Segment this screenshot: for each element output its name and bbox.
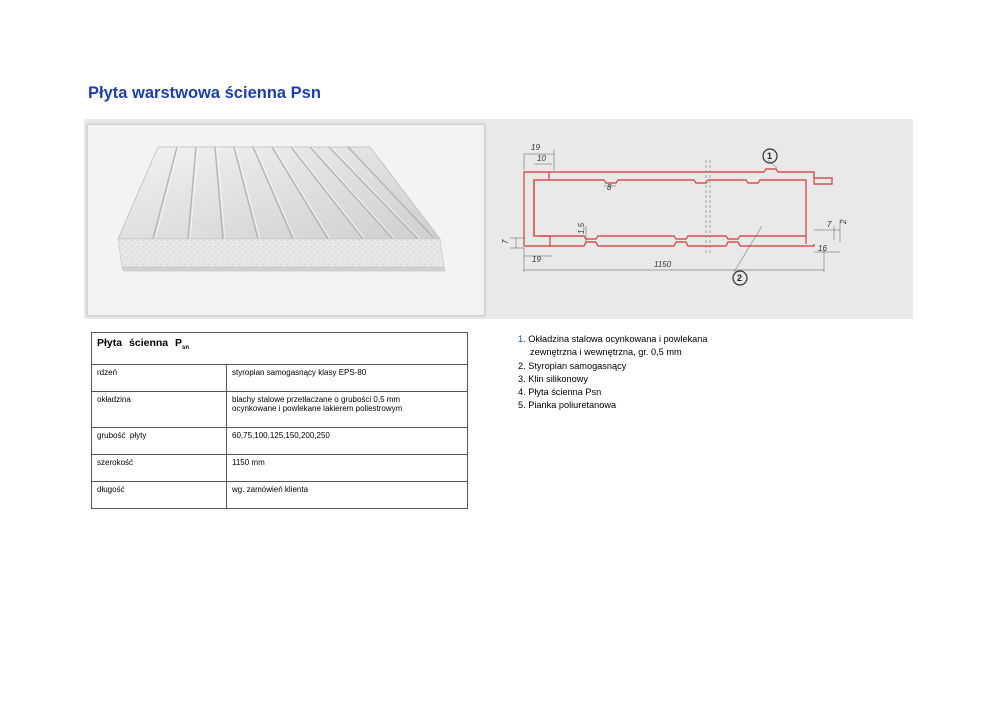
dim-bottom-left: 19 — [532, 255, 541, 264]
cross-section-drawing — [494, 130, 864, 310]
sandwich-panel-image — [88, 125, 484, 315]
spec-value: 1150 mm — [227, 455, 468, 482]
spec-value: 60,75,100,125,150,200,250 — [227, 428, 468, 455]
dim-right-bottom: 16 — [818, 244, 827, 253]
spec-value: wg. zamówień klienta — [227, 482, 468, 509]
list-item: 1. Okładzina stalowa ocynkowana i powlekana — [518, 334, 708, 344]
dim-width: 1150 — [654, 260, 672, 269]
dim-top-outer: 19 — [531, 143, 540, 152]
list-item: 5. Pianka poliuretanowa — [518, 400, 617, 411]
panel-photo — [87, 124, 485, 316]
table-row — [92, 455, 468, 482]
dim-right-two: 2 — [839, 219, 848, 224]
profile-outline — [524, 172, 550, 246]
list-item: 4. Płyta ścienna Psn — [518, 387, 602, 398]
list-item-continuation: zewnętrzna i wewnętrzna, gr. 0,5 mm — [530, 347, 682, 358]
spec-table-header: Płyta ścienna $P_{sn}$ — [92, 333, 468, 365]
spec-label: okładzina — [92, 392, 227, 428]
spec-value: styropian samogasnący klasy EPS-80 — [227, 365, 468, 392]
spec-value: blachy stalowe przetłaczane o grubości 0,5 mm ocynkowane i powlekane lakierem poliestrowym — [227, 392, 468, 428]
spec-label: długość — [92, 482, 227, 509]
spec-label: rdzeń — [92, 365, 227, 392]
callout-2 — [733, 271, 747, 285]
profile-svg — [494, 130, 864, 310]
dim-top-inner: 10 — [537, 154, 546, 163]
legend-list — [518, 333, 818, 413]
dim-groove: 1,5 — [577, 222, 586, 234]
table-row — [92, 365, 468, 392]
table-row — [92, 428, 468, 455]
dim-right-small: 7 — [827, 220, 832, 229]
list-item: 2. Styropian samogasnący — [518, 360, 627, 371]
spec-label: grubość płyty — [92, 428, 227, 455]
page-title: Płyta warstwowa ścienna Psn — [88, 84, 321, 102]
svg-text:2: 2 — [737, 273, 743, 283]
table-row — [92, 392, 468, 428]
callout-1 — [763, 149, 777, 163]
list-item: 3. Klin silikonowy — [518, 373, 588, 384]
spec-table — [91, 332, 468, 509]
spec-label: szerokość — [92, 455, 227, 482]
dim-left-offset: 7 — [501, 239, 510, 244]
dim-rib: 8 — [607, 183, 612, 192]
svg-text:1: 1 — [767, 151, 773, 161]
table-row — [92, 482, 468, 509]
